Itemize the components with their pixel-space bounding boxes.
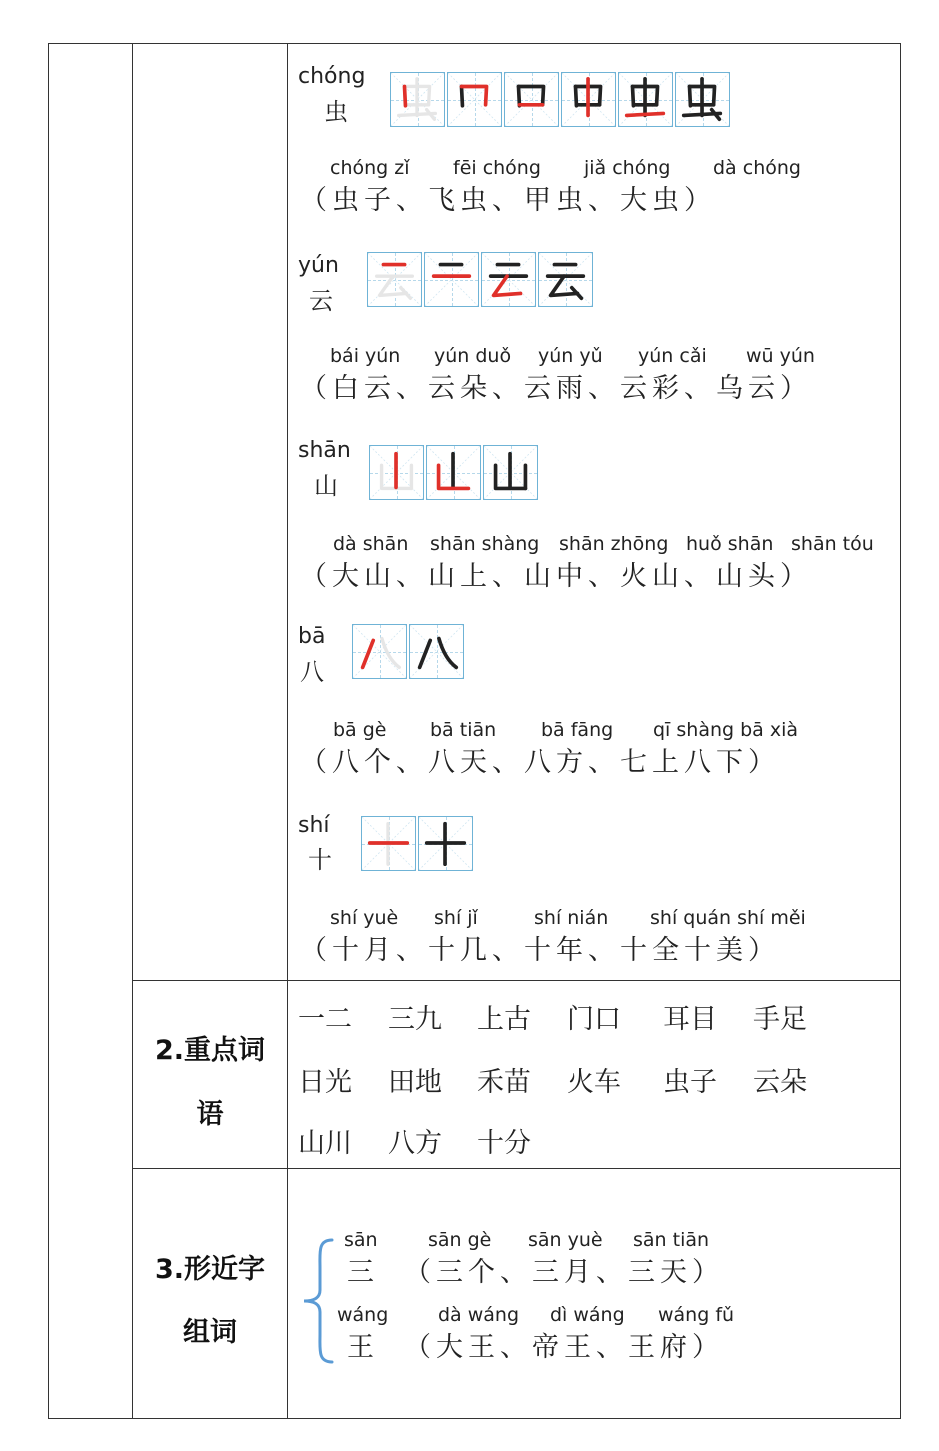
word-pinyin: yún duǒ: [434, 345, 512, 367]
keyword: 云朵: [753, 1067, 807, 1098]
word-list: （大山、山上、山中、火山、山头）: [300, 561, 812, 592]
stroke-step-cell: [675, 72, 730, 127]
stroke-step-cell: [504, 72, 559, 127]
word-list: （十月、十几、十年、十全十美）: [300, 935, 780, 966]
word-pinyin: shān tóu: [791, 533, 874, 555]
stroke-step-cell: [361, 816, 416, 871]
section3-label-line1: 3.形近字: [154, 1254, 266, 1285]
section2-label-line2: 语: [196, 1099, 224, 1130]
char-pinyin: sān: [344, 1229, 378, 1251]
keyword: 上古: [477, 1004, 531, 1035]
word-pinyin: shí yuè: [330, 907, 399, 929]
word-pinyin: bā gè: [333, 719, 387, 741]
word-pinyin: dà shān: [333, 533, 409, 555]
word-pinyin: huǒ shān: [686, 533, 774, 555]
stroke-step-cell: [483, 445, 538, 500]
word-pinyin: jiǎ chóng: [584, 157, 671, 179]
keyword: 虫子: [663, 1067, 717, 1098]
keyword: 田地: [388, 1067, 442, 1098]
char-pinyin: shí: [298, 813, 330, 838]
stroke-grid: [390, 72, 732, 127]
char-hanzi: 虫: [324, 98, 348, 126]
keyword: 门口: [567, 1004, 621, 1035]
stroke-step-cell: [426, 445, 481, 500]
stroke-step-cell: [409, 624, 464, 679]
row-divider-2: [132, 1168, 901, 1169]
stroke-step-cell: [352, 624, 407, 679]
word-pinyin: dà chóng: [713, 157, 801, 179]
keyword: 十分: [477, 1128, 531, 1159]
word-pinyin: sān gè: [428, 1229, 492, 1251]
stroke-step-cell: [538, 252, 593, 307]
word-pinyin: shí nián: [534, 907, 609, 929]
table-top-border: [48, 43, 901, 44]
table-left-border: [48, 43, 49, 1419]
word-pinyin: bā tiān: [430, 719, 497, 741]
keyword: 山川: [298, 1128, 352, 1159]
keyword: 八方: [388, 1128, 442, 1159]
stroke-step-cell: [367, 252, 422, 307]
word-list: （八个、八天、八方、七上八下）: [300, 747, 780, 778]
word-pinyin: yún cǎi: [638, 345, 707, 367]
char-hanzi: 王: [347, 1332, 379, 1363]
word-list: （大王、帝王、王府）: [404, 1332, 724, 1363]
char-hanzi: 十: [308, 846, 332, 874]
stroke-grid: [352, 624, 466, 679]
stroke-step-cell: [424, 252, 479, 307]
section3-label-line2: 组词: [183, 1317, 237, 1348]
word-pinyin: qī shàng bā xià: [653, 719, 799, 741]
word-pinyin: shān shàng: [430, 533, 540, 555]
word-pinyin: dì wáng: [550, 1304, 625, 1326]
keyword: 手足: [753, 1004, 807, 1035]
char-hanzi: 三: [347, 1257, 379, 1288]
char-pinyin: yún: [298, 253, 339, 278]
keyword: 三九: [388, 1004, 442, 1035]
word-pinyin: sān yuè: [528, 1229, 603, 1251]
table-col1-border: [132, 43, 133, 1419]
char-hanzi: 云: [309, 287, 333, 315]
table-bottom-border: [48, 1418, 901, 1419]
stroke-grid: [369, 445, 540, 500]
table-col2-border: [287, 43, 288, 1419]
char-pinyin: chóng: [298, 64, 366, 89]
keyword: 耳目: [663, 1004, 717, 1035]
stroke-step-cell: [369, 445, 424, 500]
char-hanzi: 八: [300, 658, 324, 686]
stroke-step-cell: [447, 72, 502, 127]
stroke-step-cell: [481, 252, 536, 307]
stroke-step-cell: [390, 72, 445, 127]
section2-label-line1: 2.重点词: [154, 1035, 266, 1066]
char-hanzi: 山: [314, 472, 338, 500]
keyword: 日光: [298, 1067, 352, 1098]
stroke-step-cell: [618, 72, 673, 127]
char-pinyin: shān: [298, 438, 351, 463]
row-divider-1: [132, 980, 901, 981]
word-pinyin: sān tiān: [633, 1229, 710, 1251]
word-list: （虫子、飞虫、甲虫、大虫）: [300, 185, 716, 216]
word-pinyin: dà wáng: [438, 1304, 520, 1326]
keyword: 一二: [298, 1004, 352, 1035]
word-pinyin: fēi chóng: [453, 157, 541, 179]
word-pinyin: shí jǐ: [434, 907, 478, 929]
word-pinyin: wū yún: [746, 345, 815, 367]
word-pinyin: bā fāng: [541, 719, 614, 741]
table-right-border: [900, 43, 901, 1419]
keyword: 禾苗: [477, 1067, 531, 1098]
word-pinyin: chóng zǐ: [330, 157, 410, 179]
word-pinyin: yún yǔ: [538, 345, 603, 367]
word-list: （三个、三月、三天）: [404, 1257, 724, 1288]
word-pinyin: shān zhōng: [559, 533, 669, 555]
curly-brace-icon: [300, 1238, 336, 1364]
word-list: （白云、云朵、云雨、云彩、乌云）: [300, 373, 812, 404]
stroke-step-cell: [561, 72, 616, 127]
word-pinyin: shí quán shí měi: [650, 907, 806, 929]
char-pinyin: wáng: [337, 1304, 389, 1326]
stroke-grid: [361, 816, 475, 871]
word-pinyin: bái yún: [330, 345, 401, 367]
stroke-grid: [367, 252, 595, 307]
keyword: 火车: [567, 1067, 621, 1098]
char-pinyin: bā: [298, 624, 326, 649]
word-pinyin: wáng fǔ: [658, 1304, 735, 1326]
stroke-step-cell: [418, 816, 473, 871]
